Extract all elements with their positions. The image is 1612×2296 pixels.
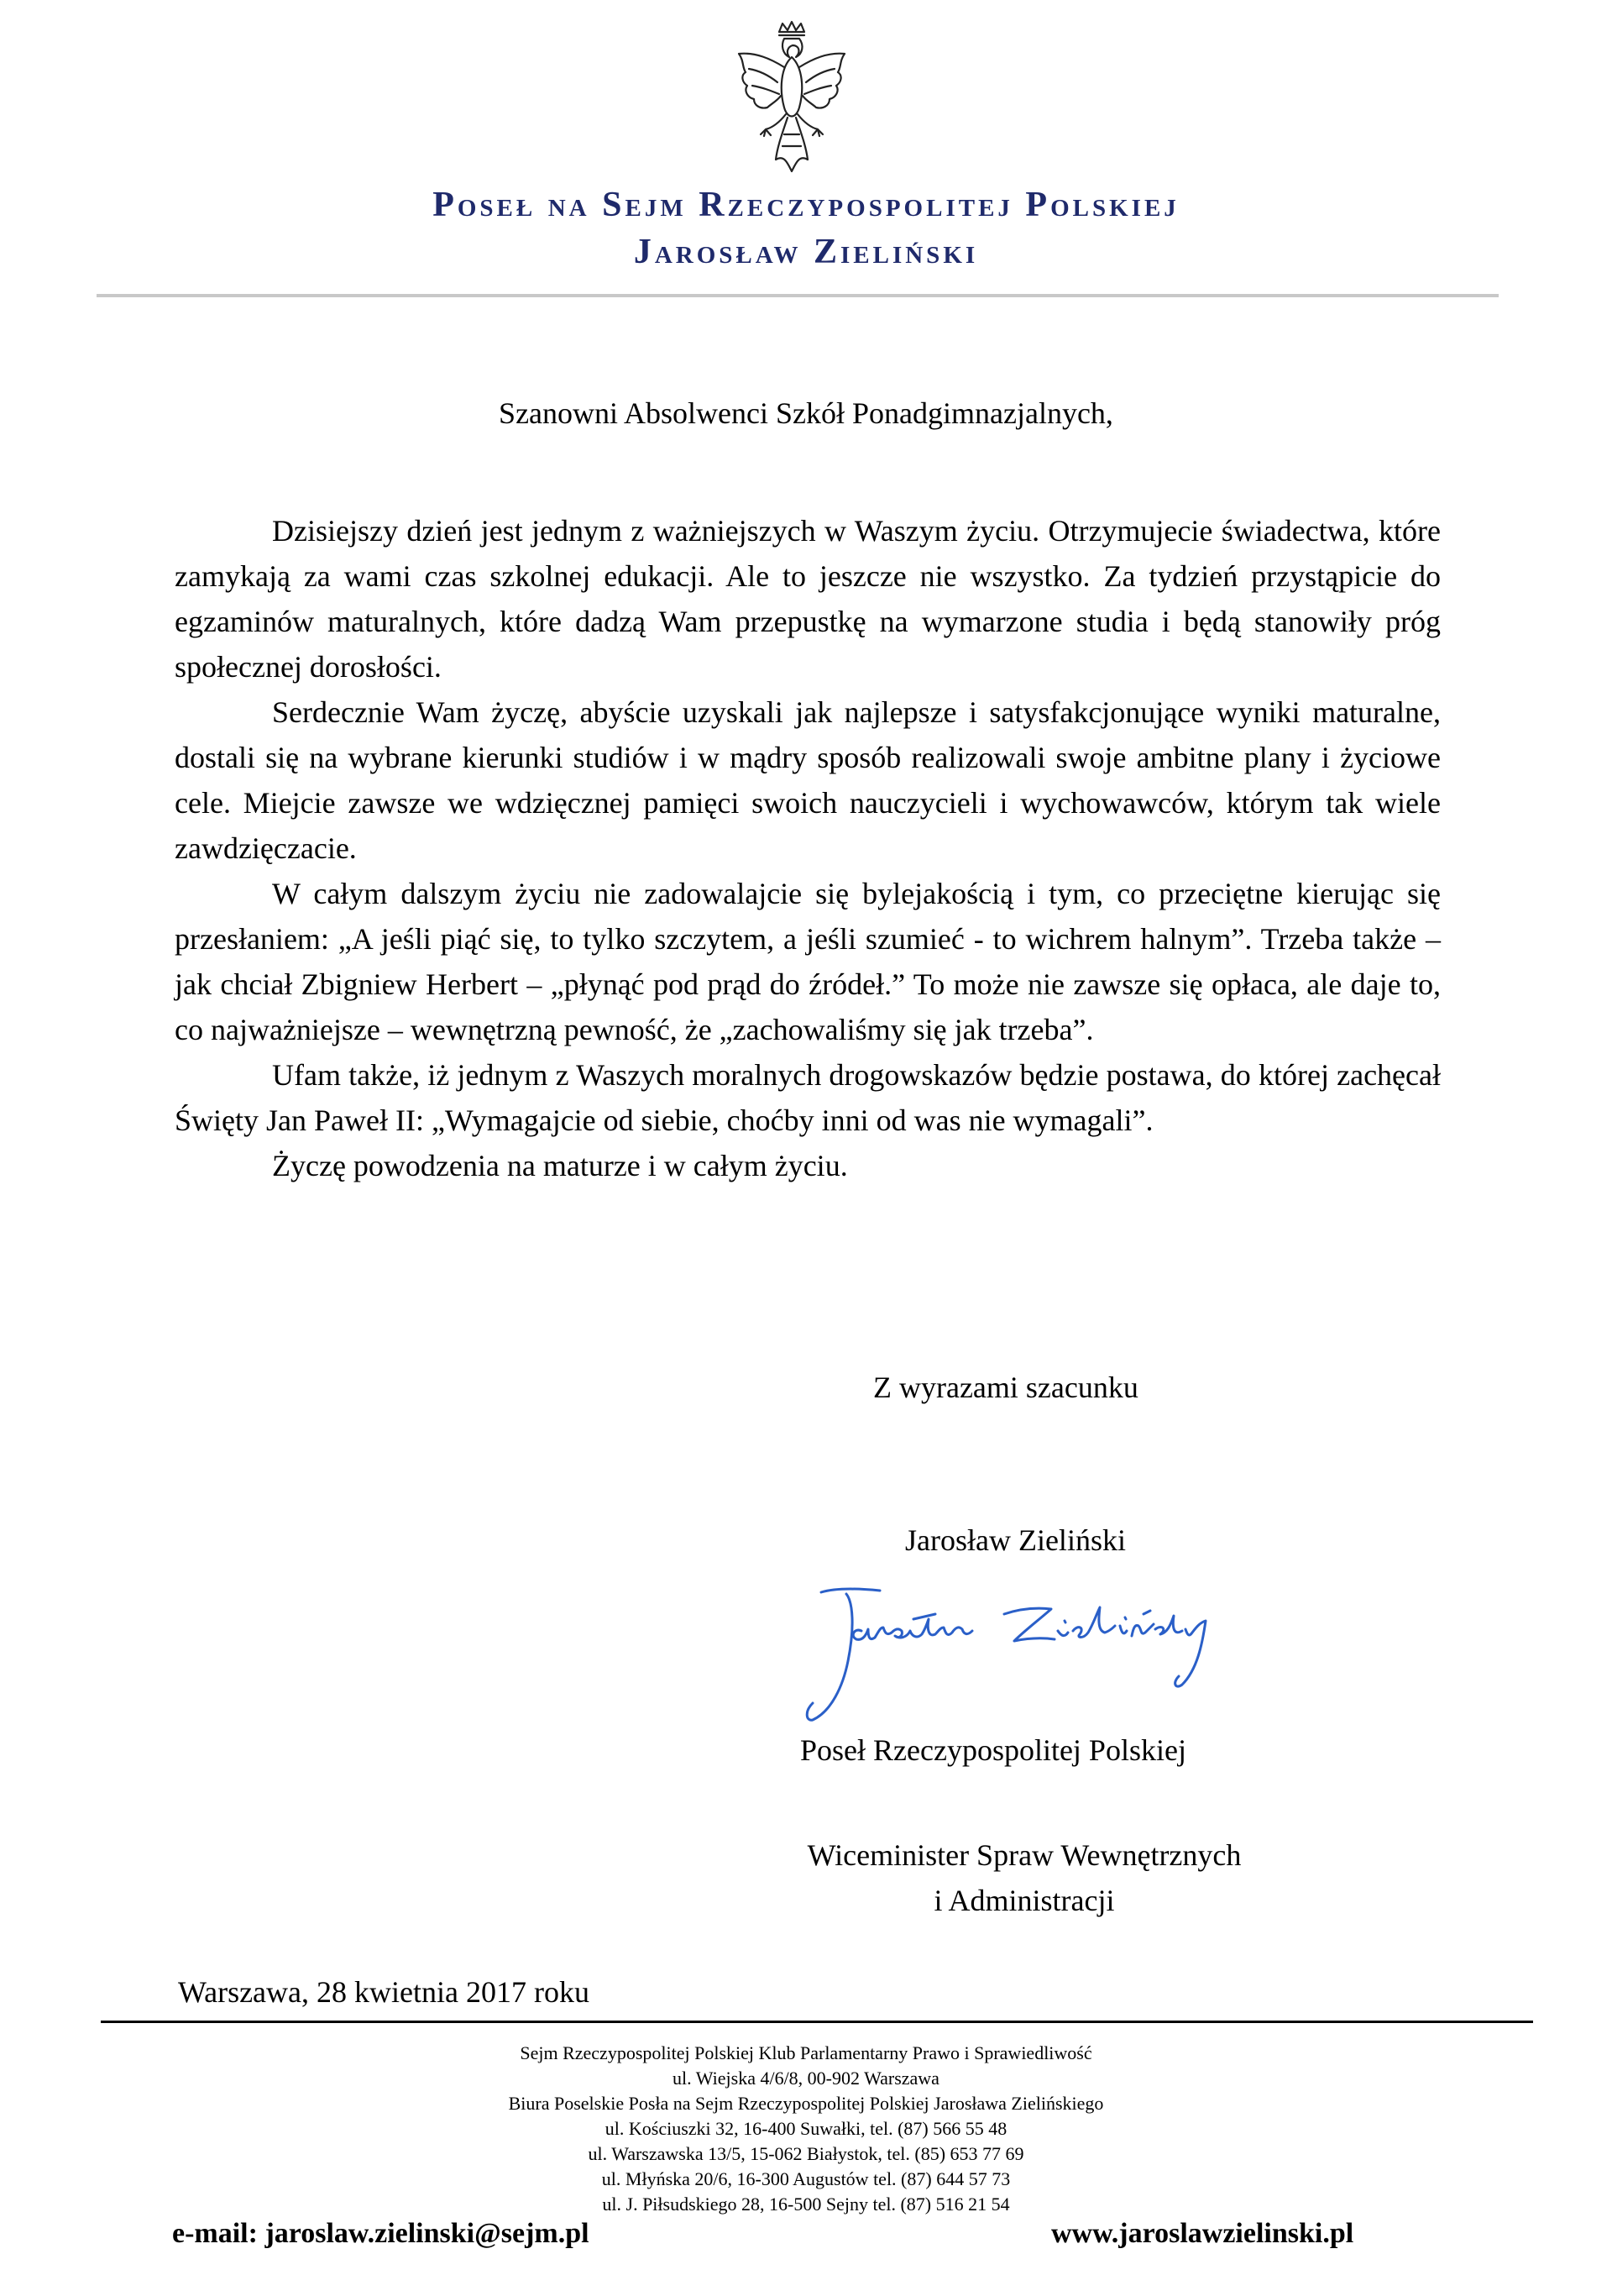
footer-website-link[interactable]: www.jaroslawzielinski.pl	[1051, 2218, 1354, 2249]
header-title: Poseł na Sejm Rzeczypospolitej Polskiej	[432, 186, 1180, 224]
role-line: i Administracji	[934, 1884, 1115, 1917]
header-divider	[97, 294, 1499, 297]
footer-line: ul. Wiejska 4/6/8, 00-902 Warszawa	[673, 2068, 939, 2089]
signatory-name: Jarosław Zieliński	[905, 1523, 1126, 1557]
footer-divider	[101, 2021, 1533, 2023]
eagle-emblem-icon	[729, 20, 855, 176]
signatory-role-minister	[772, 1832, 1276, 1923]
footer-line: ul. J. Piłsudskiego 28, 16-500 Sejny tel. (87) 516 21 54	[602, 2194, 1010, 2215]
letter-paragraph: W całym dalszym życiu nie zadowalajcie się bylejakością i tym, co przeciętne kierując się przesłaniem: „A jeśli piąć się, to tylko szczytem, a jeśli szumieć - to wichrem halnym”. Trzeba także – jak chciał Zbigniew Herbert – „płynąć pod prąd do źródeł.” To może nie zawsze się opłaca, ale daje to, co najważniejsze – wewnętrzną pewność, że „zachowaliśmy się jak trzeba”.	[175, 877, 1441, 1046]
letter-paragraph: Serdecznie Wam życzę, abyście uzyskali jak najlepsze i satysfakcjonujące wyniki maturalne, dostali się na wybrane kierunki studiów i w mądry sposób realizowali swoje ambitne plany i życiowe cele. Miejcie zawsze we wdzięcznej pamięci swoich nauczycieli i wychowawców, którym tak wiele zawdzięczacie.	[175, 695, 1441, 865]
signatory-role-mp: Poseł Rzeczypospolitej Polskiej	[800, 1733, 1186, 1767]
footer-line: ul. Warszawska 13/5, 15-062 Białystok, tel. (85) 653 77 69	[588, 2143, 1024, 2164]
place-and-date: Warszawa, 28 kwietnia 2017 roku	[178, 1975, 589, 2009]
letter-greeting: Szanowni Absolwenci Szkół Ponadgimnazjalnych,	[499, 396, 1113, 430]
footer-addresses	[0, 2041, 1612, 2217]
header-name: Jarosław Zieliński	[633, 233, 979, 271]
footer-line: Biura Poselskie Posła na Sejm Rzeczypospolitej Polskiej Jarosława Zielińskiego	[508, 2093, 1104, 2114]
handwritten-signature	[788, 1577, 1258, 1728]
footer-email-link[interactable]: e-mail: jaroslaw.zielinski@sejm.pl	[172, 2218, 589, 2249]
role-line: Wiceminister Spraw Wewnętrznych	[807, 1838, 1242, 1872]
letter-paragraph: Życzę powodzenia na maturze i w całym życiu.	[272, 1149, 848, 1182]
footer-line: ul. Kościuszki 32, 16-400 Suwałki, tel. (87) 566 55 48	[604, 2118, 1008, 2139]
letter-paragraph: Dzisiejszy dzień jest jednym z ważniejszych w Waszym życiu. Otrzymujecie świadectwa, które zamykają za wami czas szkolnej edukacji. Ale to jeszcze nie wszystko. Za tydzień przystąpicie do egzaminów maturalnych, które dadzą Wam przepustkę na wymarzone studia i będą stanowiły próg społecznej dorosłości.	[175, 514, 1441, 684]
closing-phrase: Z wyrazami szacunku	[873, 1371, 1138, 1404]
letter-paragraph: Ufam także, iż jednym z Waszych moralnych drogowskazów będzie postawa, do której zachęcał Święty Jan Paweł II: „Wymagajcie od siebie, choćby inni od was nie wymagali”.	[175, 1058, 1441, 1137]
footer-line: Sejm Rzeczypospolitej Polskiej Klub Parlamentarny Prawo i Sprawiedliwość	[520, 2042, 1092, 2063]
footer-line: ul. Młyńska 20/6, 16-300 Augustów tel. (87) 644 57 73	[601, 2168, 1011, 2189]
letter-body	[175, 508, 1441, 1188]
